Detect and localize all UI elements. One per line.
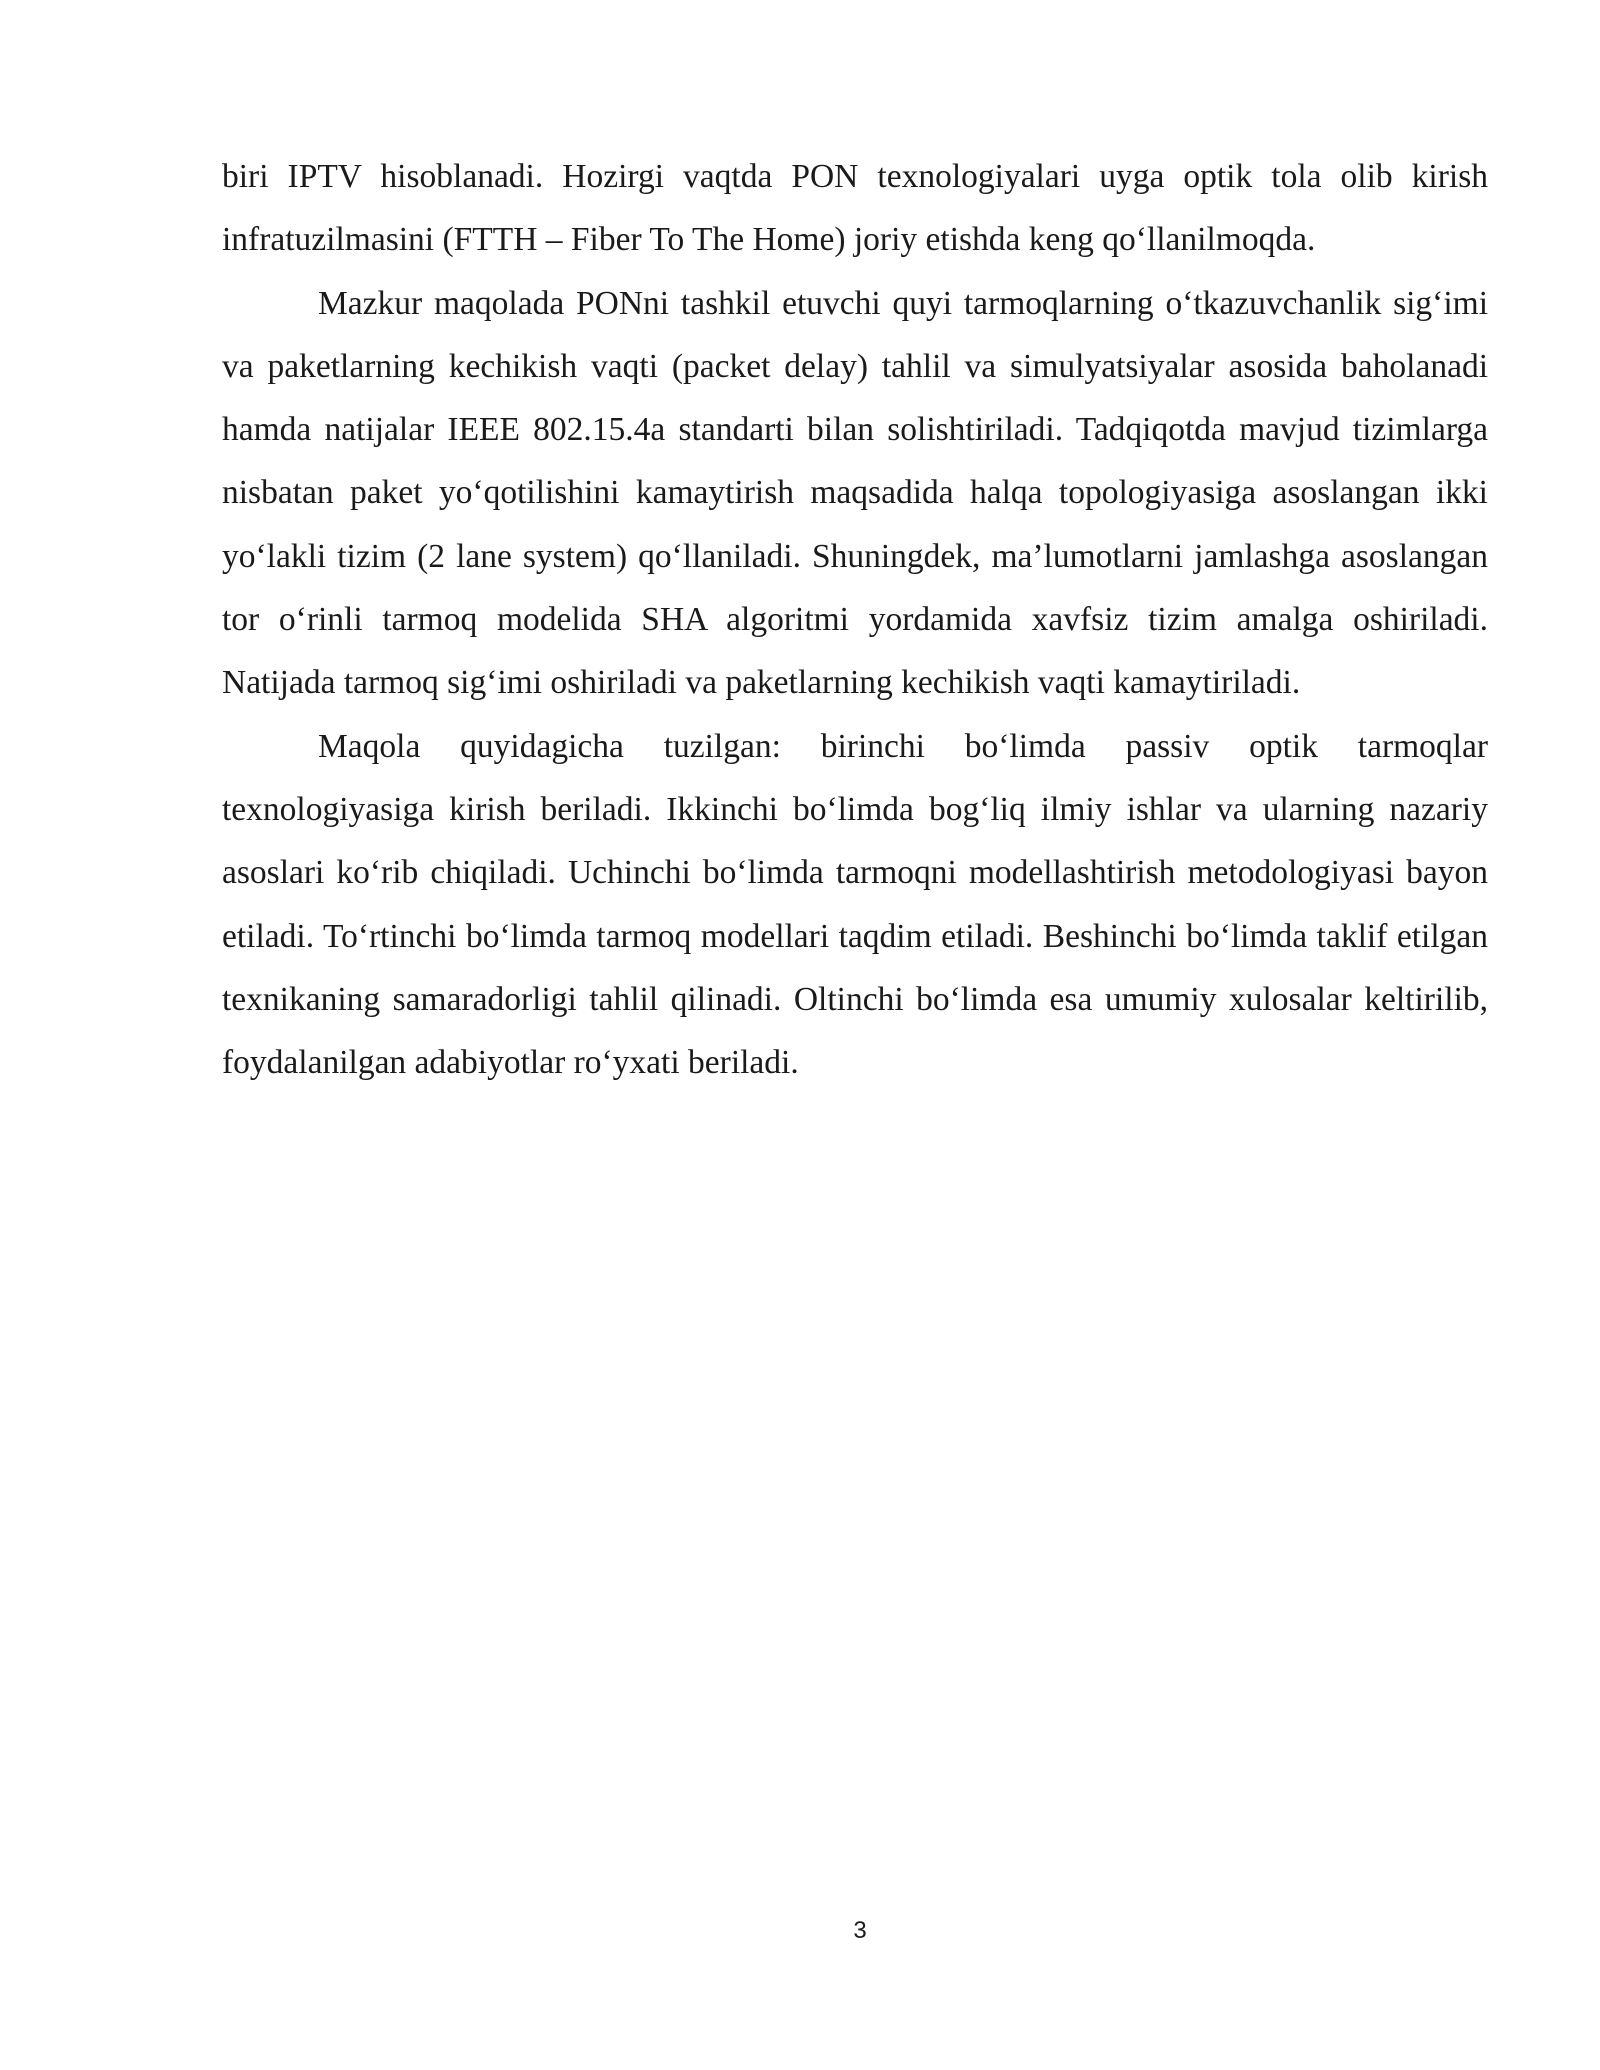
paragraph-3: Maqola quyidagicha tuzilgan: birinchi bo‘limda passiv optik tarmoqlar texnologiyasiga kirish beriladi. Ikkinchi bo‘limda bog‘liq ilmiy ishlar va ularning nazariy asoslari ko‘rib chiqiladi. Uchinchi bo‘limda tarmoqni modellashtirish metodologiyasi bayon etiladi. To‘rtinchi bo‘limda tarmoq modellari taqdim etiladi. Beshinchi bo‘limda taklif etilgan texnikaning samaradorligi tahlil qilinadi. Oltinchi bo‘limda esa umumiy xulosalar keltirilib, foydalanilgan adabiyotlar ro‘yxati beriladi.: [222, 727, 1488, 1082]
body-text: [222, 145, 1488, 1094]
paragraph-2: Mazkur maqolada PONni tashkil etuvchi quyi tarmoqlarning o‘tkazuvchanlik sig‘imi va paketlarning kechikish vaqti (packet delay) tahlil va simulyatsiyalar asosida baholanadi hamda natijalar IEEE 802.15.4a standarti bilan solishtiriladi. Tadqiqotda mavjud tizimlarga nisbatan paket yo‘qotilishini kamaytirish maqsadida halqa topologiyasiga asoslangan ikki yo‘lakli tizim (2 lane system) qo‘llaniladi. Shuningdek, ma’lumotlarni jamlashga asoslangan tor o‘rinli tarmoq modelida SHA algoritmi yordamida xavfsiz tizim amalga oshiriladi. Natijada tarmoq sig‘imi oshiriladi va paketlarning kechikish vaqti kamaytiriladi.: [222, 284, 1488, 702]
page-number: 3: [853, 1917, 867, 1944]
paragraph-1: biri IPTV hisoblanadi. Hozirgi vaqtda PON texnologiyalari uyga optik tola olib kirish infratuzilmasini (FTTH – Fiber To The Home) joriy etishda keng qo‘llanilmoqda.: [222, 158, 1488, 259]
